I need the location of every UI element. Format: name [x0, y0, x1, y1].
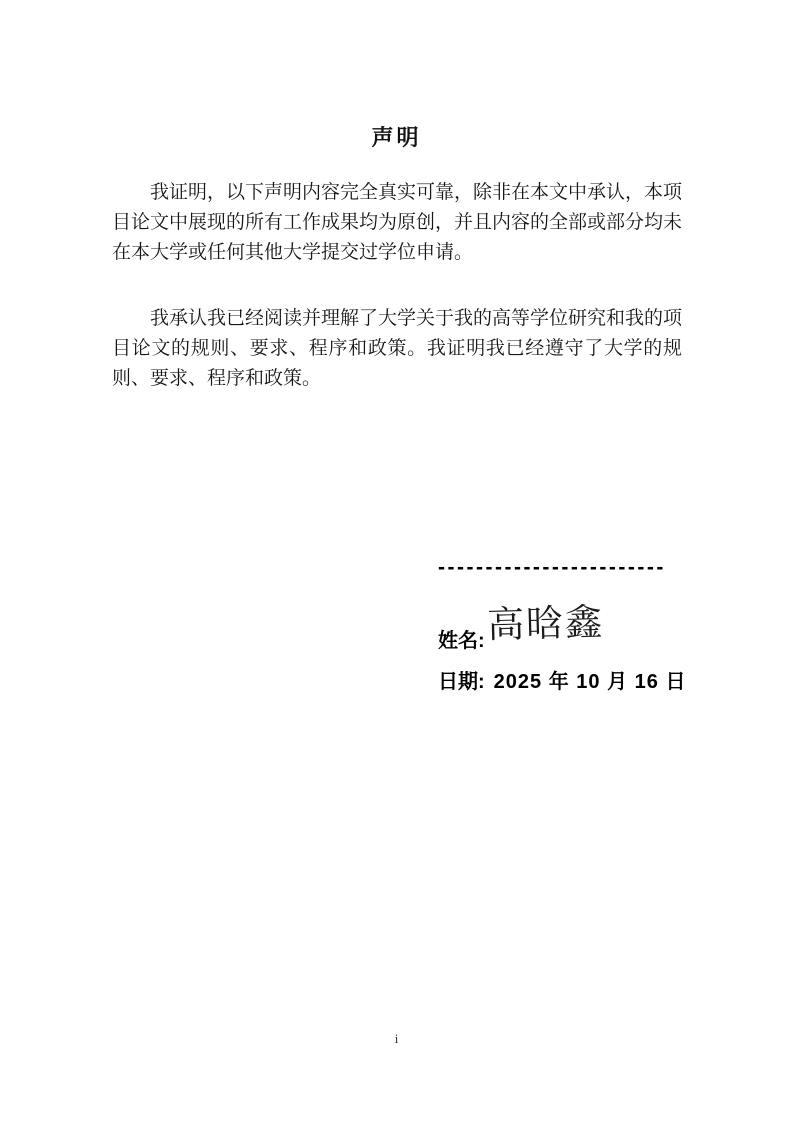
page-number: i — [394, 1031, 399, 1046]
page-title: 声明 — [371, 125, 422, 150]
declaration-paragraph-2: 我承认我已经阅读并理解了大学关于我的高等学位研究和我的项目论文的规则、要求、程序和政策。我证明我已经遵守了大学的规则、要求、程序和政策。 — [112, 308, 683, 389]
date-row — [438, 665, 686, 694]
signature-line: ------------------------ — [438, 556, 666, 579]
date-label: 日期: — [438, 671, 485, 693]
declaration-body — [112, 178, 682, 394]
declaration-paragraph-1: 我证明，以下声明内容完全真实可靠，除非在本文中承认，本项目论文中展现的所有工作成果均为原创，并且内容的全部或部分均未在本大学或任何其他大学提交过学位申请。 — [112, 182, 683, 263]
name-label: 姓名: — [438, 630, 485, 652]
signature-handwriting: 高晗鑫 — [486, 600, 605, 647]
date-value: 2025 年 10 月 16 日 — [493, 671, 687, 693]
